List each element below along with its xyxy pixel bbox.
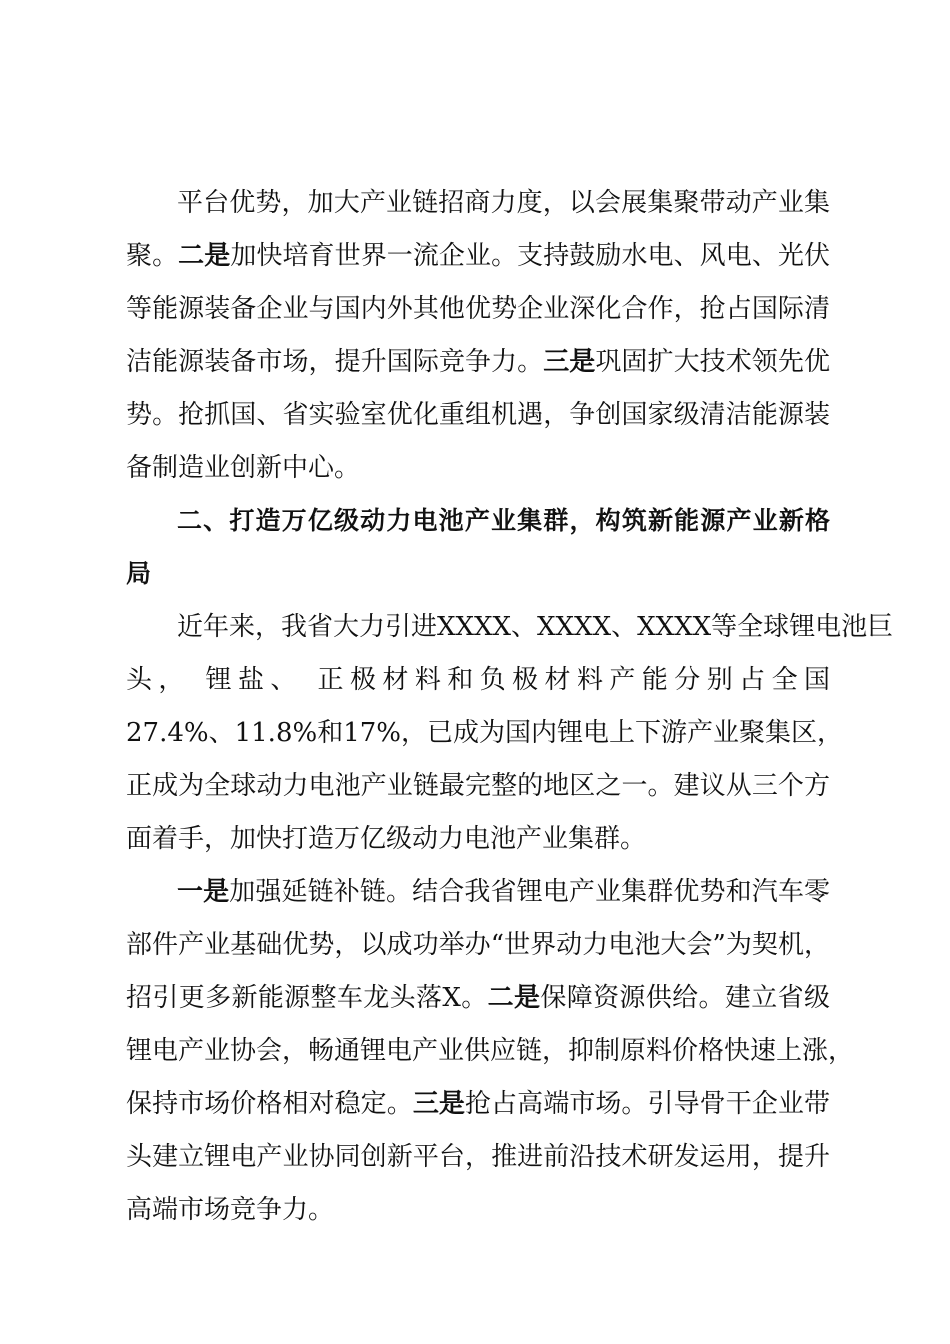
paragraph-line: 27.4%、11.8%和17%，已成为国内锂电上下游产业聚集区，: [126, 718, 843, 748]
paragraph-line: [177, 872, 830, 912]
text-run: 聚。: [126, 241, 179, 271]
paragraph-line: 备制造业创新中心。: [126, 453, 361, 483]
text-run: 招引更多新能源整车龙头落X。: [126, 983, 488, 1013]
paragraph-line: 头建立锂电产业协同创新平台，推进前沿技术研发运用，提升: [126, 1142, 830, 1172]
text-run: 巩固扩大技术领先优: [595, 347, 830, 377]
paragraph-line: 高端市场竞争力。: [126, 1195, 335, 1225]
paragraph-line: [126, 978, 830, 1018]
paragraph-line: 部件产业基础优势，以成功举办“世界动力电池大会”为契机，: [126, 930, 830, 960]
paragraph-line: 头， 锂盐、 正极材料和负极材料产能分别占全国: [126, 665, 830, 695]
emphasis-label: 三是: [543, 347, 596, 377]
text-run: 洁能源装备市场，提升国际竞争力。: [126, 347, 544, 377]
emphasis-label: 二是: [178, 241, 231, 271]
paragraph-line: 锂电产业协会，畅通锂电产业供应链，抑制原料价格快速上涨，: [126, 1036, 855, 1066]
paragraph-line: 等能源装备企业与国内外其他优势企业深化合作，抢占国际清: [126, 294, 830, 324]
text-run: 抢占高端市场。引导骨干企业带: [464, 1089, 830, 1119]
text-run: 保持市场价格相对稳定。: [126, 1089, 413, 1119]
emphasis-label: 二是: [487, 983, 541, 1013]
emphasis-label: 一是: [177, 877, 230, 907]
section-heading: 二、打造万亿级动力电池产业集群，构筑新能源产业新格: [177, 506, 830, 535]
text-run: 加快培育世界一流企业。支持鼓励水电、风电、光伏: [230, 241, 830, 271]
paragraph-line: [126, 1084, 830, 1124]
paragraph-line: [126, 236, 830, 276]
paragraph-line: 正成为全球动力电池产业链最完整的地区之一。建议从三个方: [126, 771, 830, 801]
paragraph-line: 面着手，加快打造万亿级动力电池产业集群。: [126, 824, 647, 854]
emphasis-label: 三是: [412, 1089, 465, 1119]
section-heading: 局: [126, 559, 152, 588]
text-run: 保障资源供给。建立省级: [540, 983, 830, 1013]
paragraph-line: 近年来，我省大力引进XXXX、XXXX、XXXX等全球锂电池巨: [177, 612, 894, 642]
paragraph-line: 平台优势，加大产业链招商力度，以会展集聚带动产业集: [177, 188, 830, 218]
paragraph-line: 势。抢抓国、省实验室优化重组机遇，争创国家级清洁能源装: [126, 400, 830, 430]
text-run: 加强延链补链。结合我省锂电产业集群优势和汽车零: [229, 877, 830, 907]
paragraph-line: [126, 342, 830, 382]
